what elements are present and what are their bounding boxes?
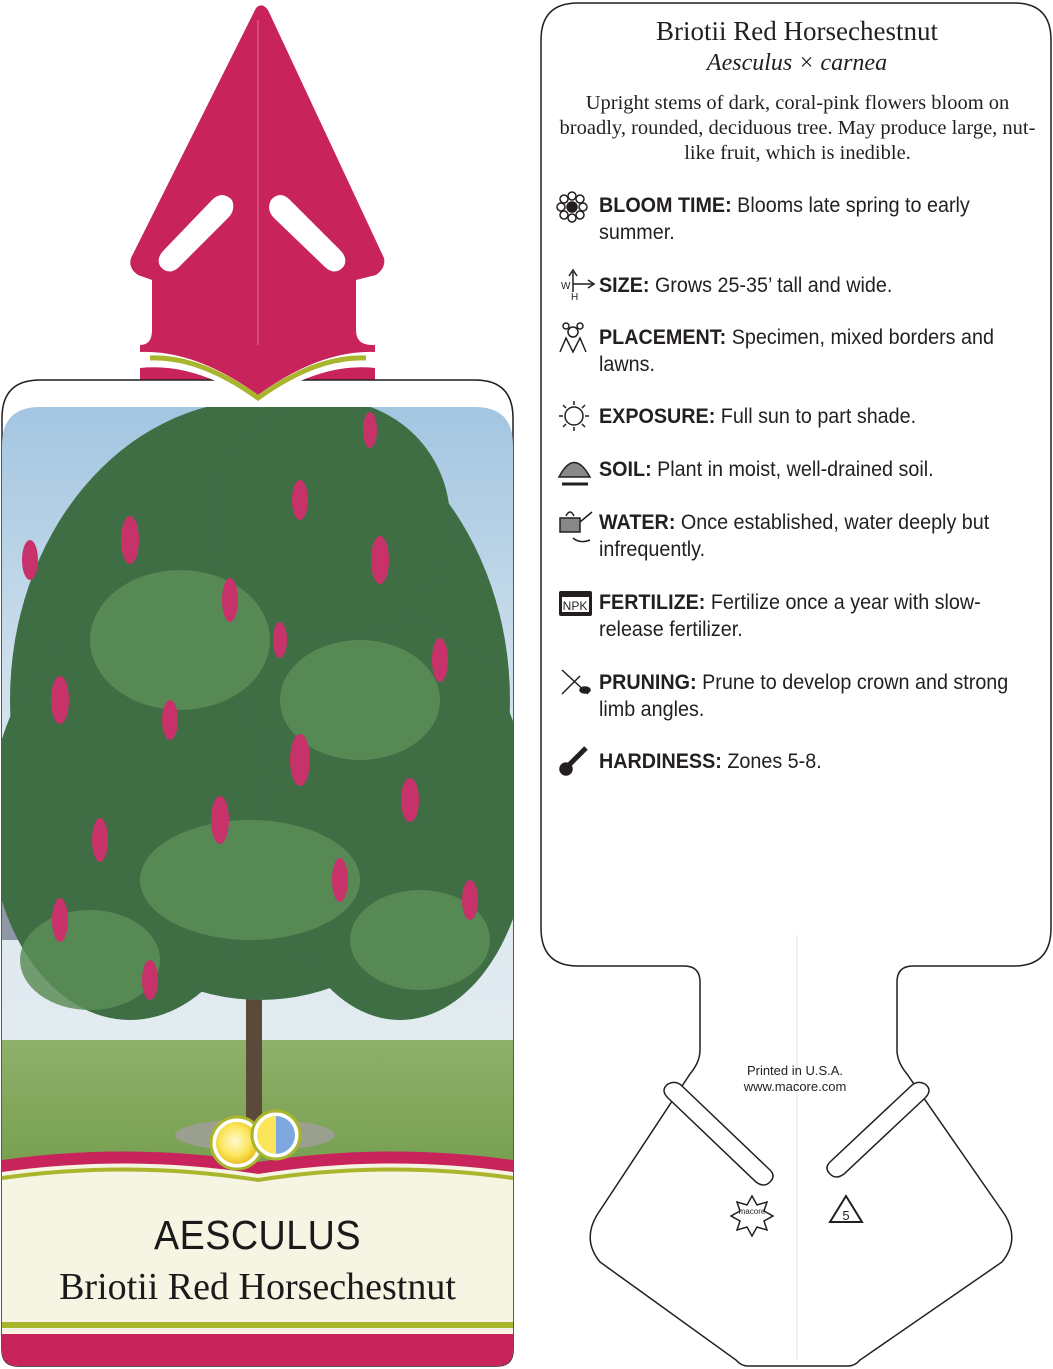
size-w-label: W [561,281,571,292]
attribute-label: SOIL: [599,458,652,481]
attribute-value: Prune to develop crown and strong limb angles. [599,671,1009,721]
attribute-label: SIZE: [599,274,650,297]
npk-label: NPK [562,599,588,613]
back-description: Upright stems of dark, coral-pink flowers bloom on broadly, rounded, deciduous tree. May produce large, nut-like fruit, which is inedible. [559,92,1036,164]
attribute-text [599,403,1013,430]
attribute-label: PRUNING: [599,671,697,694]
attribute-text [599,589,1013,643]
attribute-value: Blooms late spring to early summer. [599,194,970,244]
attribute-value: Once established, water deeply but infrequently. [599,511,990,561]
macore-logo-text: macore [738,1207,766,1216]
size-h-label: H [571,292,579,303]
attribute-label: PLACEMENT: [599,326,727,349]
macore-logo [731,1196,773,1236]
attribute-label: FERTILIZE: [599,591,706,614]
attribute-text [599,748,1013,775]
attribute-value: Fertilize once a year with slow-release fertilizer. [599,591,981,641]
front-genus: AESCULUS [153,1212,361,1258]
back-title: Briotii Red Horsechestnut [656,16,938,46]
back-latin-name: Aesculus × carnea [706,50,888,76]
attribute-text [599,192,1013,246]
attribute-text [599,669,1013,723]
attribute-value: Plant in moist, well-drained soil. [657,458,934,481]
recycle-number: 5 [842,1208,850,1223]
printed-country: Printed in U.S.A. [746,1063,844,1078]
website: www.macore.com [743,1079,847,1094]
attribute-label: BLOOM TIME: [599,194,732,217]
printed-info [700,1063,890,1095]
attribute-value: Full sun to part shade. [720,405,917,428]
attribute-label: EXPOSURE: [599,405,716,428]
attribute-label: WATER: [599,511,676,534]
attribute-value: Zones 5-8. [727,750,822,773]
attribute-text [599,272,1013,299]
attribute-text [599,324,1013,378]
attribute-label: HARDINESS: [599,750,722,773]
attribute-text [599,456,1013,483]
front-common-name: Briotii Red Horsechestnut [59,1266,456,1308]
attribute-value: Specimen, mixed borders and lawns. [599,326,994,376]
attribute-value: Grows 25-35’ tall and wide. [654,274,893,297]
npk-icon [559,591,592,616]
attribute-text [599,509,1013,563]
